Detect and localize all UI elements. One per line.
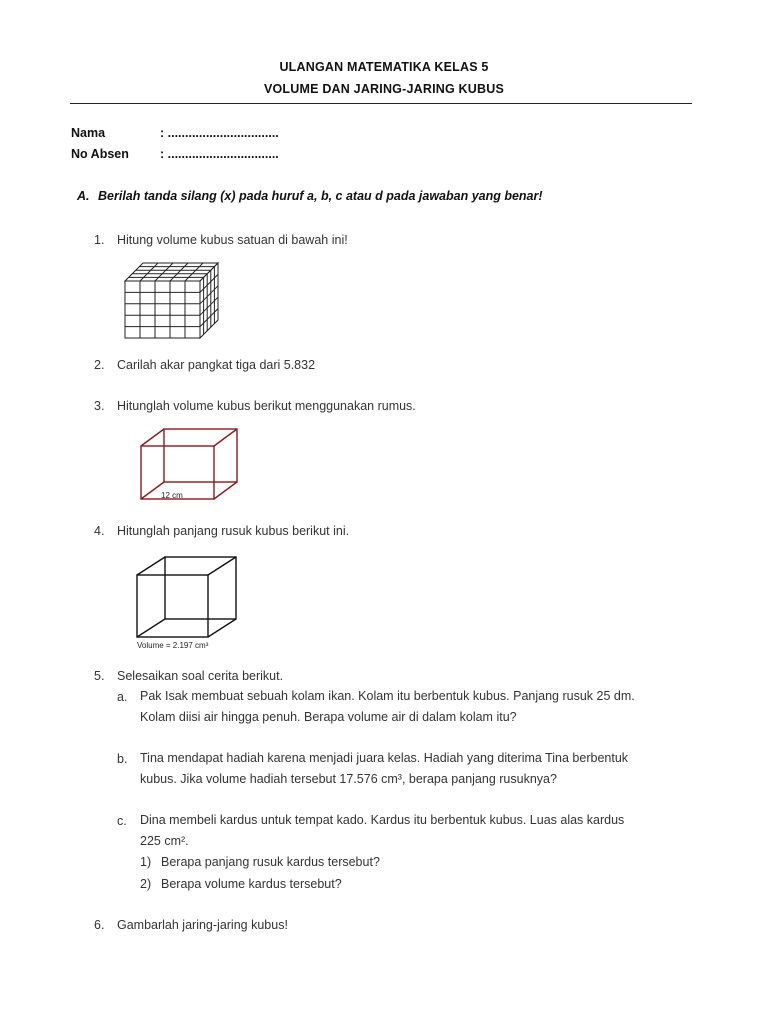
worksheet-title: ULANGAN MATEMATIKA KELAS 5 — [279, 60, 489, 74]
story-c-text — [140, 810, 700, 852]
story-a-line2: Kolam diisi air hingga penuh. Berapa volume air di dalam kolam itu? — [140, 710, 517, 724]
story-b-line2: kubus. Jika volume hadiah tersebut 17.576 cm³, berapa panjang rusuknya? — [140, 772, 557, 786]
story-a-letter: a. — [117, 690, 128, 704]
name-field[interactable]: : ................................ — [160, 126, 279, 140]
absen-label: No Absen — [71, 147, 129, 161]
question-text: Selesaikan soal cerita berikut. — [117, 669, 284, 683]
instruction-text: Berilah tanda silang (x) pada huruf a, b, c atau d pada jawaban yang benar! — [98, 189, 543, 203]
name-label: Nama — [71, 126, 106, 140]
story-b-text — [140, 748, 700, 790]
story-a-line1: Pak Isak membuat sebuah kolam ikan. Kolam itu berbentuk kubus. Panjang rusuk 25 dm. — [140, 689, 635, 703]
question-number: 2. — [94, 358, 105, 372]
question-text: Hitunglah volume kubus berikut menggunakan rumus. — [117, 399, 416, 413]
question-number: 5. — [94, 669, 105, 683]
story-c-sub-2-number: 2) — [140, 877, 152, 891]
story-c-line1: Dina membeli kardus untuk tempat kado. Kardus itu berbentuk kubus. Luas alas kardus — [140, 813, 625, 827]
story-b-line1: Tina mendapat hadiah karena menjadi juara kelas. Hadiah yang diterima Tina berbentuk — [140, 751, 629, 765]
question-number: 6. — [94, 918, 105, 932]
section-instruction — [77, 189, 543, 203]
question-number: 1. — [94, 233, 105, 247]
cube-volume-label: Volume = 2.197 cm³ — [137, 641, 209, 650]
question-number: 3. — [94, 399, 105, 413]
section-letter: A. — [77, 189, 90, 203]
story-c-sub-1-number: 1) — [140, 855, 152, 869]
absen-field[interactable]: : ................................ — [160, 147, 279, 161]
story-b-letter: b. — [117, 752, 128, 766]
question-text: Hitung volume kubus satuan di bawah ini! — [117, 233, 348, 247]
worksheet-subtitle: VOLUME DAN JARING-JARING KUBUS — [263, 82, 505, 96]
question-text: Gambarlah jaring-jaring kubus! — [117, 918, 288, 932]
story-a-text — [140, 686, 700, 728]
question-text: Hitunglah panjang rusuk kubus berikut ini. — [117, 524, 350, 538]
story-c-line2: 225 cm². — [140, 834, 189, 848]
cube-12cm-figure — [134, 424, 240, 504]
cube-12cm-label: 12 cm — [161, 491, 183, 500]
header-divider — [70, 103, 692, 104]
cube-volume-figure — [133, 553, 245, 653]
story-c-sub-1-text: Berapa panjang rusuk kardus tersebut? — [161, 855, 380, 869]
question-number: 4. — [94, 524, 105, 538]
story-c-letter: c. — [117, 814, 127, 828]
story-c-sub-2-text: Berapa volume kardus tersebut? — [161, 877, 342, 891]
unit-cube-figure — [120, 258, 220, 344]
question-text: Carilah akar pangkat tiga dari 5.832 — [117, 358, 316, 372]
